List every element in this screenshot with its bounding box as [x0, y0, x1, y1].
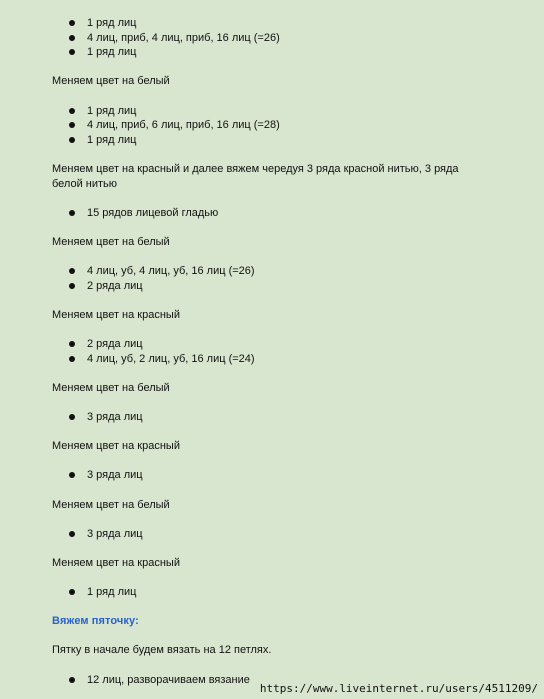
- paragraph: Меняем цвет на белый: [52, 499, 170, 511]
- paragraph: Меняем цвет на красный: [52, 440, 180, 452]
- bullet-icon: [69, 20, 75, 26]
- bullet-icon: [69, 531, 75, 537]
- bullet-icon: [69, 414, 75, 420]
- paragraph: Меняем цвет на красный: [52, 309, 180, 321]
- list-item-text: 4 лиц, приб, 6 лиц, приб, 16 лиц (=28): [87, 119, 280, 131]
- bullet-icon: [69, 35, 75, 41]
- list-item-text: 3 ряда лиц: [87, 528, 143, 540]
- list-item-text: 1 ряд лиц: [87, 46, 137, 58]
- paragraph: Меняем цвет на белый: [52, 75, 170, 87]
- paragraph: Меняем цвет на белый: [52, 236, 170, 248]
- watermark-url: https://www.liveinternet.ru/users/4511209/: [259, 682, 538, 695]
- section-heading: Вяжем пяточку:: [52, 615, 139, 627]
- list-item-text: 4 лиц, приб, 4 лиц, приб, 16 лиц (=26): [87, 32, 280, 44]
- list-item-text: 4 лиц, уб, 4 лиц, уб, 16 лиц (=26): [87, 265, 255, 277]
- list-item-text: 15 рядов лицевой гладью: [87, 207, 219, 219]
- list-item-text: 2 ряда лиц: [87, 280, 143, 292]
- list-item-text: 4 лиц, уб, 2 лиц, уб, 16 лиц (=24): [87, 353, 255, 365]
- paragraph: Меняем цвет на красный: [52, 557, 180, 569]
- bullet-icon: [69, 137, 75, 143]
- bullet-icon: [69, 283, 75, 289]
- bullet-icon: [69, 268, 75, 274]
- bullet-icon: [69, 589, 75, 595]
- list-item-text: 3 ряда лиц: [87, 411, 143, 423]
- list-item-text: 1 ряд лиц: [87, 134, 137, 146]
- list-item-text: 3 ряда лиц: [87, 469, 143, 481]
- paragraph: Меняем цвет на красный и далее вяжем чередуя 3 ряда красной нитью, 3 ряда белой нитью: [52, 163, 459, 190]
- bullet-icon: [69, 210, 75, 216]
- list-item-text: 1 ряд лиц: [87, 586, 137, 598]
- paragraph: Пятку в начале будем вязать на 12 петлях.: [52, 644, 272, 656]
- paragraph: Меняем цвет на белый: [52, 382, 170, 394]
- bullet-icon: [69, 341, 75, 347]
- list-item-text: 12 лиц, разворачиваем вязание: [87, 674, 250, 686]
- bullet-icon: [69, 122, 75, 128]
- list-item-text: 2 ряда лиц: [87, 338, 143, 350]
- bullet-icon: [69, 49, 75, 55]
- bullet-icon: [69, 472, 75, 478]
- list-item-text: 1 ряд лиц: [87, 105, 137, 117]
- bullet-icon: [69, 108, 75, 114]
- bullet-icon: [69, 677, 75, 683]
- list-item-text: 1 ряд лиц: [87, 17, 137, 29]
- bullet-icon: [69, 356, 75, 362]
